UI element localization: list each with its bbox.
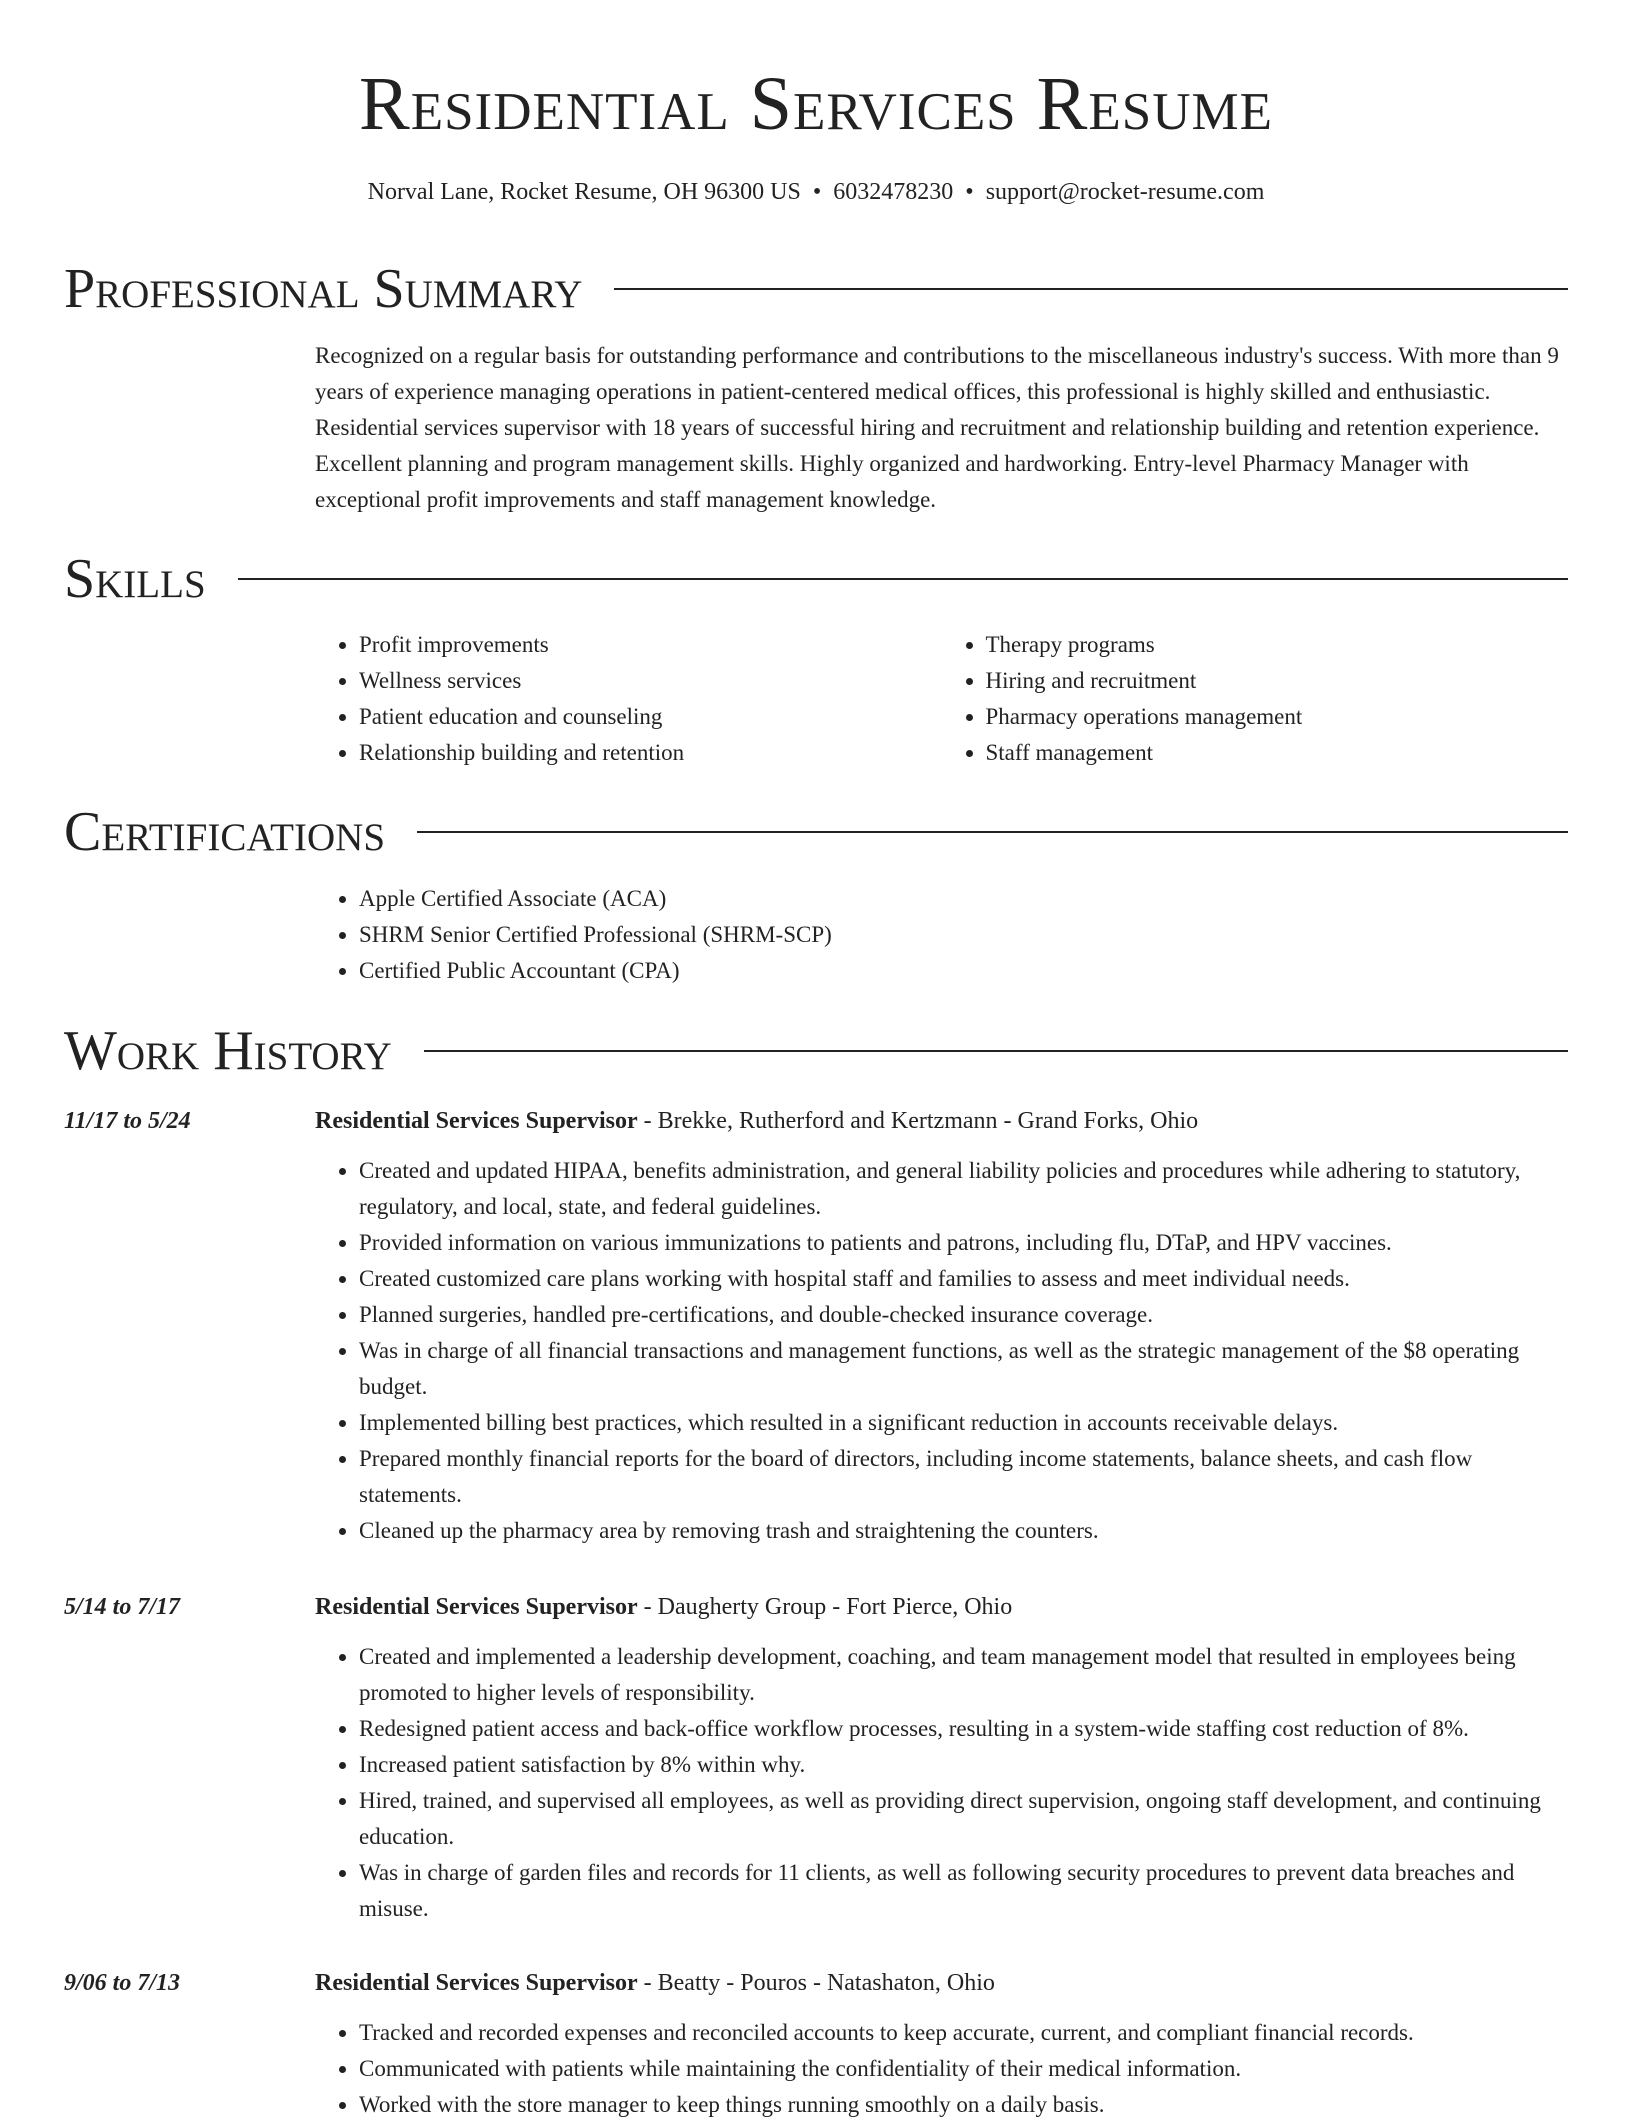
job-bullet: • Implemented billing best practices, which resulted in a significant reduction in accounts receivable delays. xyxy=(359,1405,1568,1441)
job-bullets xyxy=(315,1639,1568,1927)
contact-line xyxy=(0,175,1632,209)
skill-item: • Patient education and counseling xyxy=(359,699,942,735)
job-bullets xyxy=(315,2015,1568,2123)
contact-separator: • xyxy=(812,179,822,205)
certification-item: • Certified Public Accountant (CPA) xyxy=(359,953,1568,989)
job-bullet: • Prepared monthly financial reports for the board of directors, including income statements, balance sheets, and cash flow statements. xyxy=(359,1441,1568,1513)
skill-item: • Therapy programs xyxy=(986,627,1569,663)
job-bullet: • Worked with the store manager to keep things running smoothly on a daily basis. xyxy=(359,2087,1568,2123)
job-dates: 11/17 to 5/24 xyxy=(64,1108,191,1134)
skill-item: • Pharmacy operations management xyxy=(986,699,1569,735)
skill-item: • Profit improvements xyxy=(359,627,942,663)
section-divider xyxy=(417,831,1568,833)
job-dates: 9/06 to 7/13 xyxy=(64,1970,181,1996)
work-history-section-header xyxy=(64,1018,1568,1084)
skills-section-header xyxy=(64,546,1568,612)
summary-heading: Professional Summary xyxy=(64,258,583,320)
contact-separator: • xyxy=(965,179,974,205)
certifications-heading: Certifications xyxy=(64,801,386,863)
job-title: Residential Services Supervisor xyxy=(315,1970,638,1996)
job-company: - Daugherty Group - Fort Pierce, Ohio xyxy=(637,1594,1013,1620)
section-divider xyxy=(614,288,1568,290)
resume-title: Residential Services Resume xyxy=(359,62,1273,146)
certification-item: • Apple Certified Associate (ACA) xyxy=(359,881,1568,917)
skill-item: • Hiring and recruitment xyxy=(986,663,1569,699)
section-divider xyxy=(238,578,1568,580)
job-company: - Beatty - Pouros - Natashaton, Ohio xyxy=(637,1970,995,1996)
job-bullets xyxy=(315,1153,1568,1549)
job-content xyxy=(315,1103,1568,1549)
certifications-section-header xyxy=(64,799,1568,865)
job-bullet: • Increased patient satisfaction by 8% within why. xyxy=(359,1747,1568,1783)
job-bullet: • Communicated with patients while maintaining the confidentiality of their medical information. xyxy=(359,2051,1568,2087)
certifications-list xyxy=(315,881,1568,989)
contact-address: Norval Lane, Rocket Resume, OH 96300 US xyxy=(367,179,801,205)
skills-heading: Skills xyxy=(64,548,206,610)
skill-item: • Wellness services xyxy=(359,663,942,699)
section-divider xyxy=(424,1050,1568,1052)
contact-phone: 6032478230 xyxy=(833,179,954,205)
job-heading xyxy=(315,1103,1568,1139)
skills-list-right xyxy=(942,627,1569,771)
certification-item: • SHRM Senior Certified Professional (SHRM-SCP) xyxy=(359,917,1568,953)
job-title: Residential Services Supervisor xyxy=(315,1594,638,1620)
job-bullet: • Hired, trained, and supervised all employees, as well as providing direct supervision, ongoing staff development, and continuing education. xyxy=(359,1783,1568,1855)
job-bullet: • Created and implemented a leadership development, coaching, and team management model that resulted in employees being promoted to higher levels of responsibility. xyxy=(359,1639,1568,1711)
skill-item: • Staff management xyxy=(986,735,1569,771)
job-bullet: • Was in charge of garden files and records for 11 clients, as well as following security procedures to prevent data breaches and misuse. xyxy=(359,1855,1568,1927)
summary-text: Recognized on a regular basis for outstanding performance and contributions to the miscellaneous industry's success. With more than 9 years of experience managing operations in patient-centered medical offices, this professional is highly skilled and enthusiastic. Residential services supervisor with 18 years of successful hiring and recruitment and relationship building and retention experience. Excellent planning and program management skills. Highly organized and hardworking. Entry-level Pharmacy Manager with exceptional profit improvements and staff management knowledge. xyxy=(315,343,1559,512)
job-bullet: • Tracked and recorded expenses and reconciled accounts to keep accurate, current, and compliant financial records. xyxy=(359,2015,1568,2051)
job-bullet: • Planned surgeries, handled pre-certifications, and double-checked insurance coverage. xyxy=(359,1297,1568,1333)
job-bullet: • Cleaned up the pharmacy area by removing trash and straightening the counters. xyxy=(359,1513,1568,1549)
job-bullet: • Redesigned patient access and back-office workflow processes, resulting in a system-wide staffing cost reduction of 8%. xyxy=(359,1711,1568,1747)
skill-item: • Relationship building and retention xyxy=(359,735,942,771)
contact-email: support@rocket-resume.com xyxy=(985,179,1265,205)
summary-section-header xyxy=(64,256,1568,322)
job-bullet: • Created customized care plans working with hospital staff and families to assess and meet individual needs. xyxy=(359,1261,1568,1297)
summary-block xyxy=(315,338,1568,518)
skills-list-left xyxy=(315,627,942,771)
job-content xyxy=(315,1965,1568,2123)
job-title: Residential Services Supervisor xyxy=(315,1108,638,1134)
skills-block xyxy=(315,627,1568,771)
work-history-heading: Work History xyxy=(64,1020,392,1082)
job-heading xyxy=(315,1965,1568,2001)
certifications-block xyxy=(315,881,1568,989)
job-bullet: • Provided information on various immunizations to patients and patrons, including flu, DTaP, and HPV vaccines. xyxy=(359,1225,1568,1261)
job-heading xyxy=(315,1589,1568,1625)
job-content xyxy=(315,1589,1568,1927)
job-bullet: • Was in charge of all financial transactions and management functions, as well as the strategic management of the $8 operating budget. xyxy=(359,1333,1568,1405)
job-bullet: • Created and updated HIPAA, benefits administration, and general liability policies and procedures while adhering to statutory, regulatory, and local, state, and federal guidelines. xyxy=(359,1153,1568,1225)
job-company: - Brekke, Rutherford and Kertzmann - Grand Forks, Ohio xyxy=(637,1108,1199,1134)
job-dates: 5/14 to 7/17 xyxy=(64,1594,181,1620)
